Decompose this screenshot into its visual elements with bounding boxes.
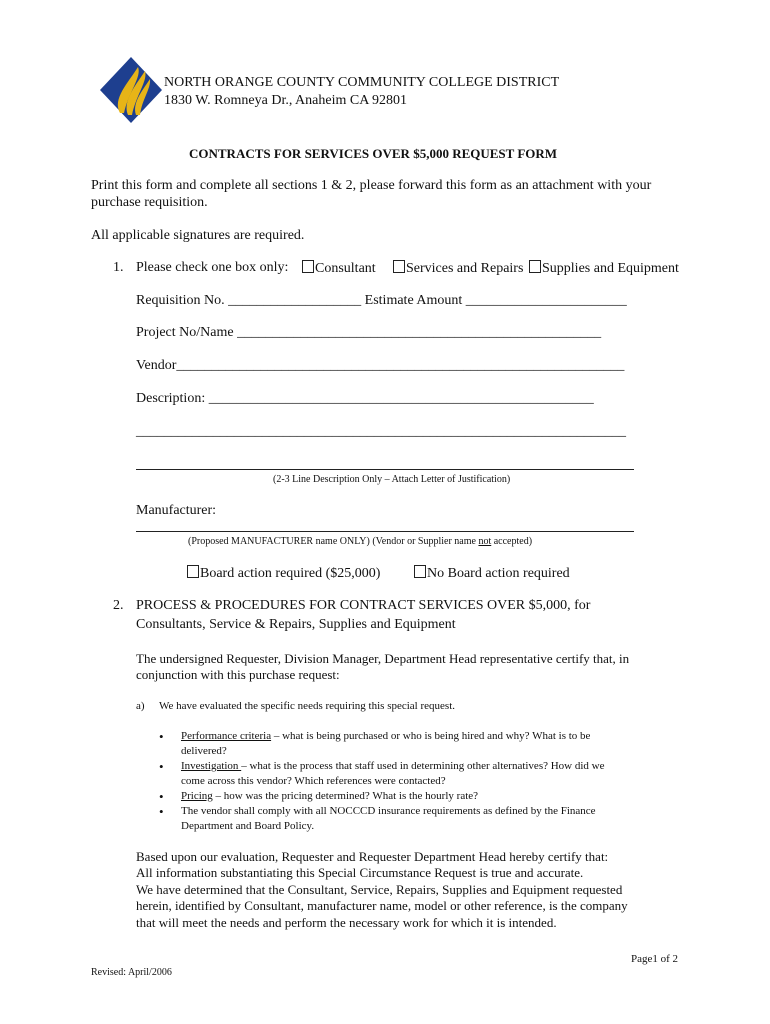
section2-title-1: PROCESS & PROCEDURES FOR CONTRACT SERVICES OVER $5,000, for xyxy=(136,598,591,613)
option-consultant[interactable] xyxy=(302,260,376,277)
revised-date: Revised: April/2006 xyxy=(91,967,172,978)
checkbox[interactable] xyxy=(187,565,199,578)
requisition-estimate-line[interactable]: Requisition No. ___________________ Estimate Amount _______________________ xyxy=(136,293,627,308)
description-blank-line[interactable]: ______________________________________________________________________ xyxy=(136,424,626,439)
bullet-term: Performance criteria xyxy=(181,730,272,742)
bullet-text-2: delivered? xyxy=(181,745,227,757)
option-label: Services and Repairs xyxy=(406,261,524,276)
manufacturer-label: Manufacturer: xyxy=(136,503,217,518)
bullet-text: – how was the pricing determined? What is the hourly rate? xyxy=(212,790,479,802)
option-supplies-equipment[interactable] xyxy=(529,260,679,277)
intro-line-2: purchase requisition. xyxy=(91,195,208,210)
bullet-text: The vendor shall comply with all NOCCCD insurance requirements as defined by the Finance xyxy=(181,805,596,817)
section2-title-2: Consultants, Service & Repairs, Supplies and Equipment xyxy=(136,617,456,632)
checkbox[interactable] xyxy=(529,260,541,273)
closing-line-1: Based upon our evaluation, Requester and Requester Department Head hereby certify that: xyxy=(136,849,609,864)
item-a-text: We have evaluated the specific needs requiring this special request. xyxy=(159,700,455,712)
no-board-action[interactable] xyxy=(414,565,570,582)
section2-number: 2. xyxy=(113,598,124,613)
signatures-note: All applicable signatures are required. xyxy=(91,228,305,243)
bullet-term: Pricing xyxy=(181,790,213,802)
manufacturer-rule[interactable] xyxy=(136,531,634,532)
option-label: Board action required ($25,000) xyxy=(200,566,381,581)
certify-line-2: conjunction with this purchase request: xyxy=(136,667,340,682)
manufacturer-note-text: (Proposed MANUFACTURER name ONLY) (Vendor or Supplier name xyxy=(188,536,479,547)
project-line[interactable]: Project No/Name ____________________________________________________ xyxy=(136,325,602,340)
section1-prompt: Please check one box only: xyxy=(136,260,289,275)
board-action-required[interactable] xyxy=(187,565,380,582)
item-a-marker: a) xyxy=(136,700,145,712)
bullet-term: Investigation xyxy=(181,760,242,772)
checkbox[interactable] xyxy=(302,260,314,273)
description-line[interactable]: Description: _______________________________________________________ xyxy=(136,391,594,406)
certify-line-1: The undersigned Requester, Division Manager, Department Head representative certify that, in xyxy=(136,651,630,666)
option-label: Consultant xyxy=(315,261,376,276)
manufacturer-note xyxy=(188,536,532,547)
description-rule xyxy=(136,469,634,470)
description-note: (2-3 Line Description Only – Attach Letter of Justification) xyxy=(273,474,511,485)
list-item xyxy=(181,804,605,834)
closing-line-2: All information substantiating this Special Circumstance Request is true and accurate. xyxy=(136,865,584,880)
closing-line-3: We have determined that the Consultant, Service, Repairs, Supplies and Equipment requested xyxy=(136,882,623,897)
option-label: No Board action required xyxy=(427,566,570,581)
district-logo xyxy=(98,55,164,125)
vendor-line[interactable]: Vendor________________________________________________________________ xyxy=(136,358,625,373)
manufacturer-note-text: accepted) xyxy=(491,536,533,547)
bullet-text-2: come across this vendor? Which references were contacted? xyxy=(181,775,446,787)
checkbox[interactable] xyxy=(393,260,405,273)
list-item xyxy=(181,789,605,804)
bullet-text: – what is the process that staff used in determining other alternatives? How did we xyxy=(241,760,605,772)
list-item xyxy=(181,759,605,789)
section1-number: 1. xyxy=(113,260,124,275)
bullet-text-2: Department and Board Policy. xyxy=(181,820,315,832)
org-address: 1830 W. Romneya Dr., Anaheim CA 92801 xyxy=(164,93,408,108)
org-name: NORTH ORANGE COUNTY COMMUNITY COLLEGE DISTRICT xyxy=(164,75,560,90)
option-services-repairs[interactable] xyxy=(393,260,523,277)
page-number: Page1 of 2 xyxy=(631,953,679,965)
bullet-text: – what is being purchased or who is being hired and why? What is to be xyxy=(271,730,591,742)
option-label: Supplies and Equipment xyxy=(542,261,679,276)
closing-line-4: herein, identified by Consultant, manufacturer name, model or other reference, is the company xyxy=(136,898,628,913)
intro-line-1: Print this form and complete all sections 1 & 2, please forward this form as an attachment with your xyxy=(91,178,652,193)
criteria-list xyxy=(181,729,605,834)
form-title: CONTRACTS FOR SERVICES OVER $5,000 REQUEST FORM xyxy=(189,146,558,161)
closing-line-5: that will meet the needs and perform the necessary work for which it is intended. xyxy=(136,915,557,930)
list-item xyxy=(181,729,605,759)
manufacturer-note-not: not xyxy=(478,536,492,547)
checkbox[interactable] xyxy=(414,565,426,578)
